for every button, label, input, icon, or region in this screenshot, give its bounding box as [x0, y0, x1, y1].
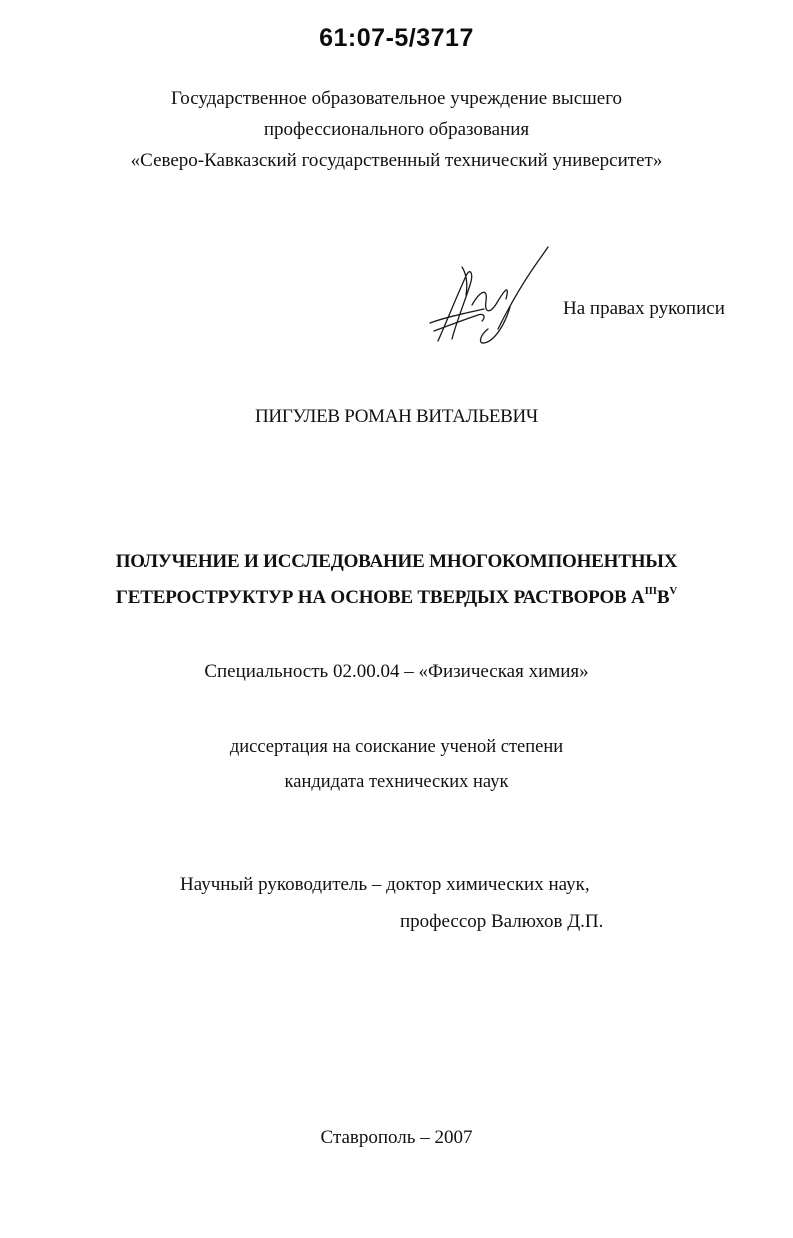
- catalog-number: 61:07-5/3717: [319, 24, 474, 52]
- dissertation-title: [0, 544, 793, 616]
- institution-line-2: профессионального образования: [263, 119, 530, 140]
- manuscript-rights-note: На правах рукописи: [563, 298, 725, 319]
- degree-line-1: диссертация на соискание ученой степени: [229, 737, 564, 757]
- superscript-v: V: [669, 585, 678, 597]
- title-line-2: [0, 580, 793, 616]
- superscript-iii: III: [644, 585, 657, 597]
- title-line-1: ПОЛУЧЕНИЕ И ИССЛЕДОВАНИЕ МНОГОКОМПОНЕНТНЫХ: [115, 551, 678, 572]
- specialty: Специальность 02.00.04 – «Физическая химия»: [204, 661, 589, 682]
- title-line-2-text: ГЕТЕРОСТРУКТУР НА ОСНОВЕ ТВЕРДЫХ РАСТВОРОВ А: [115, 587, 645, 608]
- supervisor-line-2: профессор Валюхов Д.П.: [400, 911, 604, 932]
- title-letter-b: В: [656, 587, 670, 608]
- degree-block: [0, 730, 793, 800]
- institution-line-3: «Северо-Кавказский государственный технический университет»: [130, 150, 663, 171]
- place-and-year: Ставрополь – 2007: [320, 1127, 473, 1148]
- institution-block: [0, 83, 793, 176]
- author-name: ПИГУЛЕВ РОМАН ВИТАЛЬЕВИЧ: [255, 406, 538, 427]
- institution-line-1: Государственное образовательное учреждение высшего: [170, 88, 623, 109]
- degree-line-2: кандидата технических наук: [284, 772, 509, 792]
- handwritten-signature: [426, 243, 556, 353]
- supervisor-line-1: Научный руководитель – доктор химических наук,: [180, 874, 590, 895]
